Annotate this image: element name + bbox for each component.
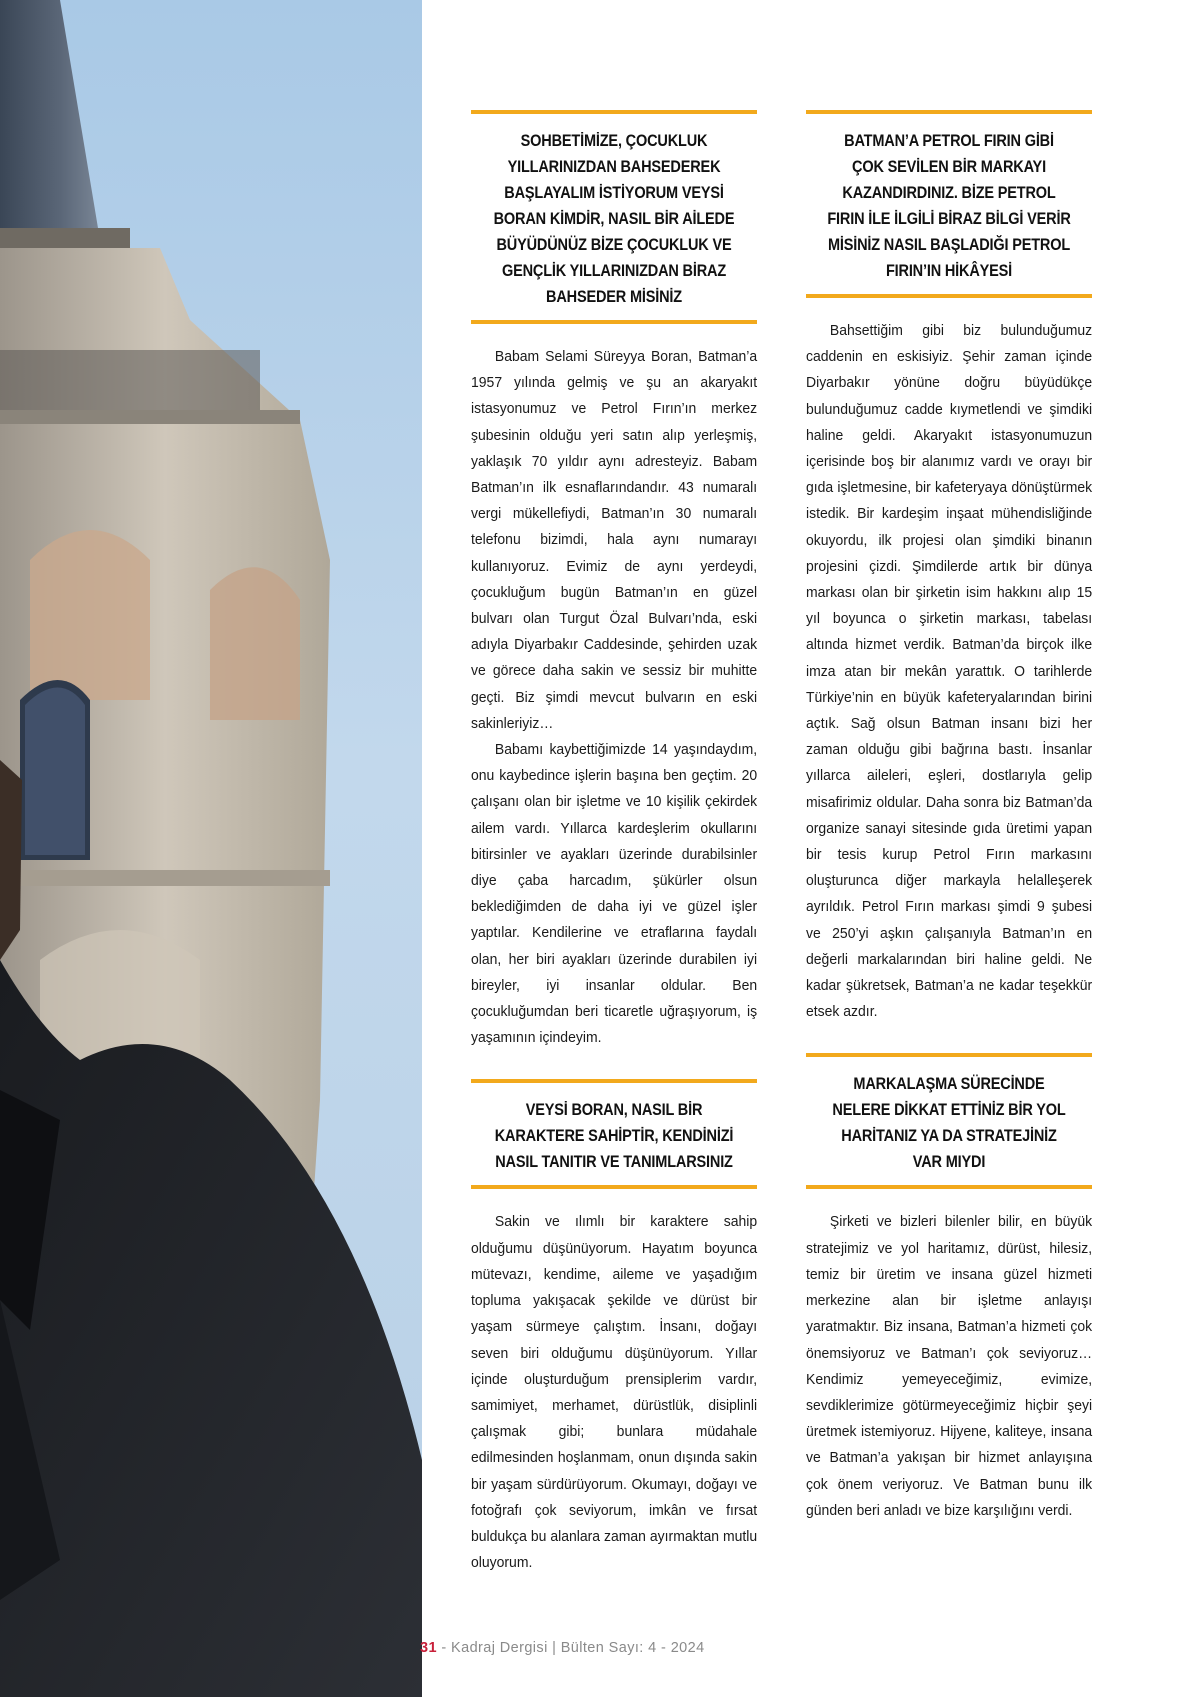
galata-tower-illustration [0, 0, 422, 1697]
paragraph: Babamı kaybettiğimizde 14 yaşındaydım, onu kaybedince işlerin başına ben geçtim. 20 çalışanı olan bir işletme ve 10 kişilik çekirdek ailem vardı. Yıllarca kardeşlerim okullarını bitirsinler ve ayakları üzerinde durabilsinler diye çaba harcadım, şükürler olsun beklediğimden de daha iyi ve güzel işler yaptılar. Kendilerine ve etraflarına faydalı olan, her biri ayakları üzerinde durabilen iyi bireyler, iyi insanlar oldular. Ben çocukluğumdan beri ticaretle uğraşıyorum, iş yaşamının içindeyim. [471, 741, 758, 1047]
right-column [806, 110, 1092, 1524]
answer-text [806, 1189, 1092, 1523]
answer-text [471, 1189, 757, 1576]
page-number: 31 [420, 1640, 437, 1656]
answer-text [471, 324, 757, 1051]
answer-text [806, 298, 1092, 1025]
paragraph: Şirketi ve bizleri bilenler bilir, en büyük stratejimiz ve yol haritamız, dürüst, hilesiz, temiz bir üretim ve insana güzel hizmeti merkezine alan bir işletme anlayışı yaratmaktır. Biz insana, Batman’a hizmeti çok önemsiyoruz ve Batman’ı çok seviyoruz… Kendimiz yemeyeceğimiz, evimize, sevdiklerimize götürmeyeceğimiz hiçbir şeyi üretmek istemiyoruz. Hijyene, kaliteye, insana ve Batman’a yakışan bir hizmet anlayışına çok önem veriyoruz. Ve Batman bunu ilk günden beri anladı ve bize karşılığını verdi. [806, 1213, 1093, 1519]
question-heading: VEYSİ BORAN, NASIL BİR KARAKTERE SAHİPTİR, KENDİNİZİ NASIL TANITIR VE TANIMLARSINIZ [494, 1101, 734, 1172]
paragraph: Bahsettiğim gibi biz bulunduğumuz caddenin en eskisiyiz. Şehir zaman içinde Diyarbakır yönüne doğru büyüdükçe bulunduğumuz cadde kıymetlendi ve şimdiki haline geldi. Akaryakıt istasyonumuzun içerisinde boş bir alanımız vardı ve orayı bir gıda işletmesine, bir kafeteryaya dönüştürmek istedik. Bir kardeşim inşaat mühendisliğinde okuyordu, ilk projesi olan şimdiki binanın projesini çizdi. Şimdilerde artık bir dünya markası olan bir şirketin isim hakkını alıp 15 yıl boyunca o şirketin markası, tabelası altında hizmet verdik. Batman’da birçok ilke imza atan bir mekân yarattık. O tarihlerde Türkiye’nin en büyük kafeteryalarından birini açtık. Sağ olsun Batman insanı bizi her zaman olduğu gibi bağrına bastı. İnsanlar yıllarca aileleri, eşleri, dostlarıyla gelip misafirimiz oldular. Daha sonra biz Batman’da organize sanayi sitesinde gıda üretimi yapan bir tesis kurup Petrol Fırın markasını oluşturunca diğer markayla helalleşerek ayrıldık. Petrol Fırın markası şimdi 9 şubesi ve 250’yi aşkın çalışanıyla Batman’ın en değerli markalarından biri haline geldi. Ne kadar şükretsek, Batman’a ne kadar teşekkür etsek azdır. [806, 322, 1093, 1021]
footer-separator: - [656, 1640, 671, 1656]
paragraph: Sakin ve ılımlı bir karaktere sahip olduğumu düşünüyorum. Hayatım boyunca mütevazı, kendime, aileme ve yaşadığım topluma yakışacak şekilde ve dürüst bir yaşam sürmeye çalıştım. İnsanı, doğayı seven biri olduğumu düşünüyorum. Yıllar içinde oluşturduğum prensiplerim vardır, samimiyet, merhamet, dürüstlük, disiplinli çalışmak gibi; bunlara müdahale edilmesinden hoşlanmam, onun dışında sakin bir yaşam sürdürüyorum. Okumayı, doğayı ve fotoğrafı çok seviyorum, imkân ve fırsat buldukça bu alanlara zaman ayırmaktan mutlu oluyorum. [471, 1213, 758, 1572]
cover-photo [0, 0, 422, 1697]
question-heading: MARKALAŞMA SÜRECİNDE NELERE DİKKAT ETTİNİZ BİR YOL HARİTANIZ YA DA STRATEJİNİZ VAR MIYDI [832, 1075, 1066, 1172]
question-heading: SOHBETİMİZE, ÇOCUKLUK YILLARINIZDAN BAHSEDEREK BAŞLAYALIM İSTİYORUM VEYSİ BORAN KİMDİR, NASIL BİR AİLEDE BÜYÜDÜNÜZ BİZE ÇOCUKLUK VE GENÇLİK YILLARINIZDAN BİRAZ BAHSEDER MİSİNİZ [493, 132, 735, 306]
publication-year: 2024 [670, 1640, 705, 1656]
paragraph: Babam Selami Süreyya Boran, Batman’a 1957 yılında gelmiş ve şu an akaryakıt istasyonumuz ve Petrol Fırın’ın merkez şubesinin olduğu yeri satın alıp yerleşmiş, yaklaşık 70 yıldır aynı adresteyiz. Babam Batman’ın ilk esnaflarındandır. 43 numaralı vergi mükellefiydi, Batman’ın 30 numaralı telefonu bizimdi, hala aynı numarayı kullanıyoruz. Evimiz de aynı yerdeydi, çocukluğum bugün Batman’ın en güzel bulvarı olan Turgut Özal Bulvarı’nda, eski adıyla Diyarbakır Caddesinde, şehirden uzak ve görece daha sakin ve sessiz bir muhitte geçti. Biz şimdi mevcut bulvarın en eski sakinleriyiz… [471, 348, 758, 732]
page-footer [420, 1640, 705, 1656]
footer-separator: - [436, 1640, 452, 1656]
left-column [471, 110, 757, 1576]
publication-name: Kadraj Dergisi | Bülten Sayı: 4 [451, 1640, 657, 1656]
question-heading: BATMAN’A PETROL FIRIN GİBİ ÇOK SEVİLEN BİR MARKAYI KAZANDIRDINIZ. BİZE PETROL FIRIN İLE İLGİLİ BİRAZ BİLGİ VERİR MİSİNİZ NASIL BAŞLADIĞI PETROL FIRIN’IN HİKÂYESİ [827, 132, 1071, 280]
